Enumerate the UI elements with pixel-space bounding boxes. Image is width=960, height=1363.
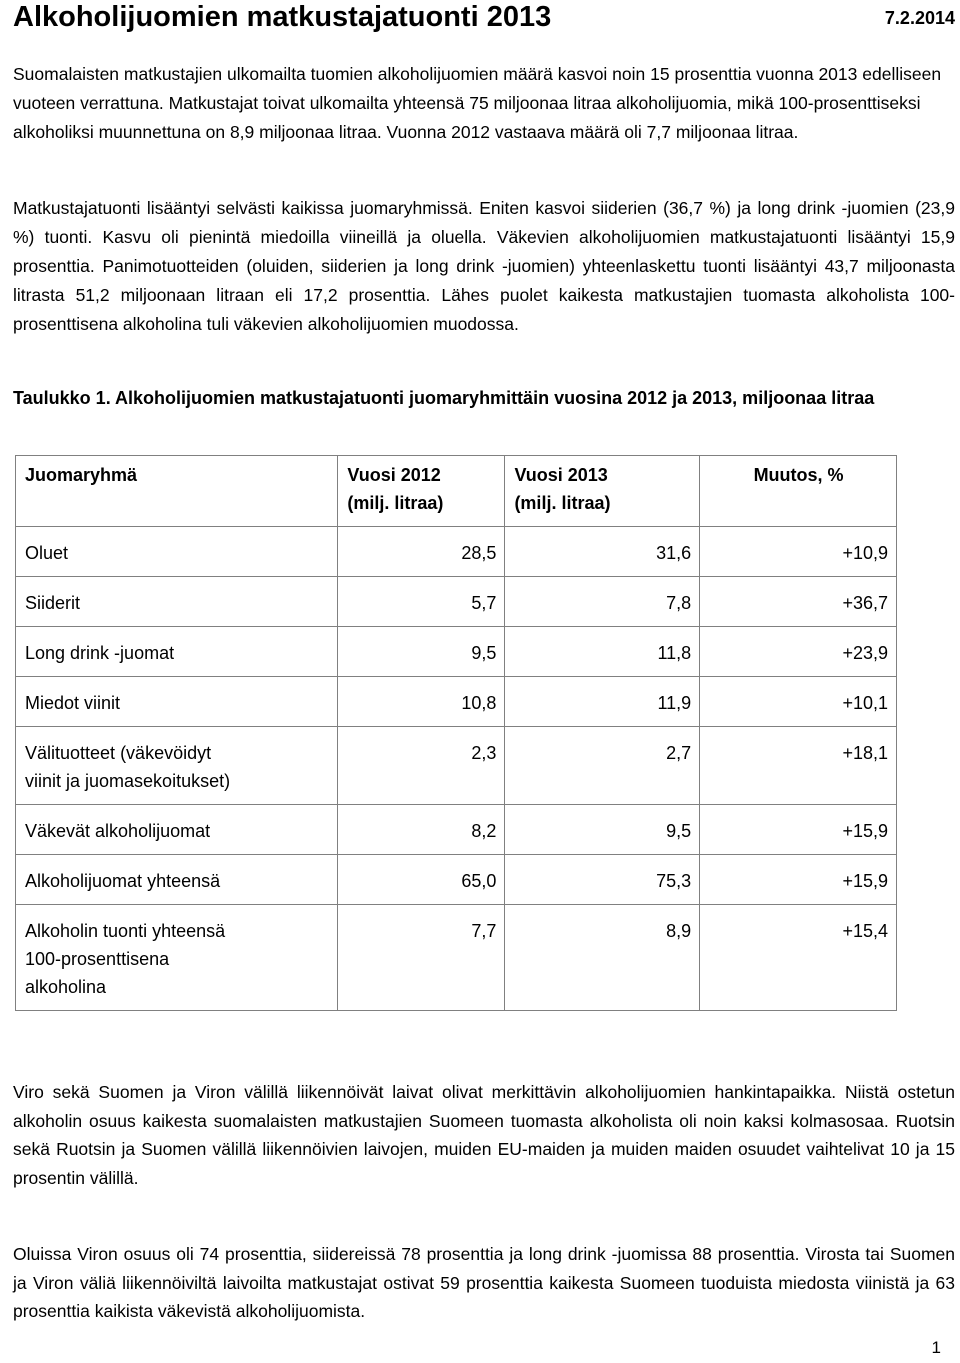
- table-row: [16, 905, 897, 1011]
- row-value-2012: 7,7: [338, 905, 505, 1011]
- table-row: [16, 855, 897, 905]
- row-group: Alkoholijuomat yhteensä: [16, 855, 338, 905]
- header-2013-line1: Vuosi 2013: [514, 465, 608, 485]
- table-row: [16, 627, 897, 677]
- row-value-2013: 9,5: [505, 805, 700, 855]
- table-row: [16, 677, 897, 727]
- row-value-2012: 28,5: [338, 527, 505, 577]
- row-group: Long drink -juomat: [16, 627, 338, 677]
- header-2012-line2: (milj. litraa): [347, 493, 444, 513]
- row-value-2012: 5,7: [338, 577, 505, 627]
- row-change: +10,9: [700, 527, 897, 577]
- row-change: +15,9: [700, 855, 897, 905]
- body-paragraph-4: Oluissa Viron osuus oli 74 prosenttia, siidereissä 78 prosenttia ja long drink -juomissa 88 prosenttia. Virosta tai Suomen ja Viron väliä liikennöiviltä laivoilta matkustajat ostivat 59 prosenttia kaikesta Suomeen tuoduista miedosta viinistä ja 63 prosenttia kaikista väkevistä alkoholijuomista.: [13, 1244, 955, 1321]
- row-value-2013: 11,8: [505, 627, 700, 677]
- row-value-2012: 65,0: [338, 855, 505, 905]
- row-value-2012: 10,8: [338, 677, 505, 727]
- intro-paragraph: Suomalaisten matkustajien ulkomailta tuomien alkoholijuomien määrä kasvoi noin 15 prosenttia vuonna 2013 edelliseen vuoteen verrattuna. Matkustajat toivat ulkomailta yhteensä 75 miljoonaa litraa alkoholijuomia, mikä 100-prosenttiseksi alkoholiksi muunnettuna on 8,9 miljoonaa litraa. Vuonna 2012 vastaava määrä oli 7,7 miljoonaa litraa.: [13, 64, 942, 142]
- body-paragraph-2: Matkustajatuonti lisääntyi selvästi kaikissa juomaryhmissä. Eniten kasvoi siiderien (36,7 %) ja long drink -juomien (23,9 %) tuonti. Kasvu oli pienintä miedoilla viineillä ja oluella. Väkevien alkoholijuomien matkustajatuonti lisääntyi 15,9 prosenttia. Panimotuotteiden (oluiden, siiderien ja long drink -juomien) yhteenlaskettu tuonti lisääntyi 43,7 miljoonasta litrasta 51,2 miljoonaan litraan eli 17,2 prosenttia. Lähes puolet kaikesta matkustajien tuomasta alkoholista 100-prosenttisena alkoholina tuli väkevien alkoholijuomien muodossa.: [13, 198, 955, 334]
- row-value-2013: 75,3: [505, 855, 700, 905]
- row-value-2012: 8,2: [338, 805, 505, 855]
- beverage-import-table: [15, 455, 897, 1011]
- table-row: [16, 727, 897, 805]
- table-row: [16, 805, 897, 855]
- body-paragraph-3: Viro sekä Suomen ja Viron välillä liikennöivät laivat olivat merkittävin alkoholijuomien hankintapaikka. Niistä ostetun alkoholin osuus kaikesta suomalaisten matkustajien Suomeen tuomasta alkoholista oli noin kaksi kolmasosaa. Ruotsin sekä Ruotsin ja Suomen välillä liikennöivien laivojen, muiden EU-maiden ja muiden maiden osuudet vaihtelivat 10 ja 15 prosentin välillä.: [13, 1082, 955, 1188]
- row-change: +10,1: [700, 677, 897, 727]
- row-group: Väkevät alkoholijuomat: [16, 805, 338, 855]
- header-change: Muutos, %: [700, 456, 897, 527]
- row-value-2013: 8,9: [505, 905, 700, 1011]
- row-value-2013: 11,9: [505, 677, 700, 727]
- row-value-2013: 7,8: [505, 577, 700, 627]
- row-value-2012: 2,3: [338, 727, 505, 805]
- row-group: Alkoholin tuonti yhteensä 100-prosenttisena alkoholina: [16, 905, 338, 1011]
- header-2012: [338, 456, 505, 527]
- header-2013-line2: (milj. litraa): [514, 493, 611, 513]
- table-caption: Taulukko 1. Alkoholijuomien matkustajatuonti juomaryhmittäin vuosina 2012 ja 2013, miljoonaa litraa: [13, 388, 875, 408]
- row-change: +23,9: [700, 627, 897, 677]
- publication-date: 7.2.2014: [884, 8, 955, 28]
- row-group: Miedot viinit: [16, 677, 338, 727]
- table-row: [16, 577, 897, 627]
- table-row: [16, 527, 897, 577]
- page-number: 1: [931, 1338, 941, 1357]
- row-change: +15,9: [700, 805, 897, 855]
- header-group: Juomaryhmä: [16, 456, 338, 527]
- row-value-2013: 31,6: [505, 527, 700, 577]
- row-group: Oluet: [16, 527, 338, 577]
- row-group: Välituotteet (väkevöidyt viinit ja juomasekoitukset): [16, 727, 338, 805]
- row-change: +18,1: [700, 727, 897, 805]
- row-change: +15,4: [700, 905, 897, 1011]
- row-value-2013: 2,7: [505, 727, 700, 805]
- row-change: +36,7: [700, 577, 897, 627]
- row-value-2012: 9,5: [338, 627, 505, 677]
- header-2013: [505, 456, 700, 527]
- header-2012-line1: Vuosi 2012: [347, 465, 441, 485]
- document-title: Alkoholijuomien matkustajatuonti 2013: [13, 1, 552, 33]
- table-header-row: [16, 456, 897, 527]
- document-header: [13, 0, 955, 40]
- row-group: Siiderit: [16, 577, 338, 627]
